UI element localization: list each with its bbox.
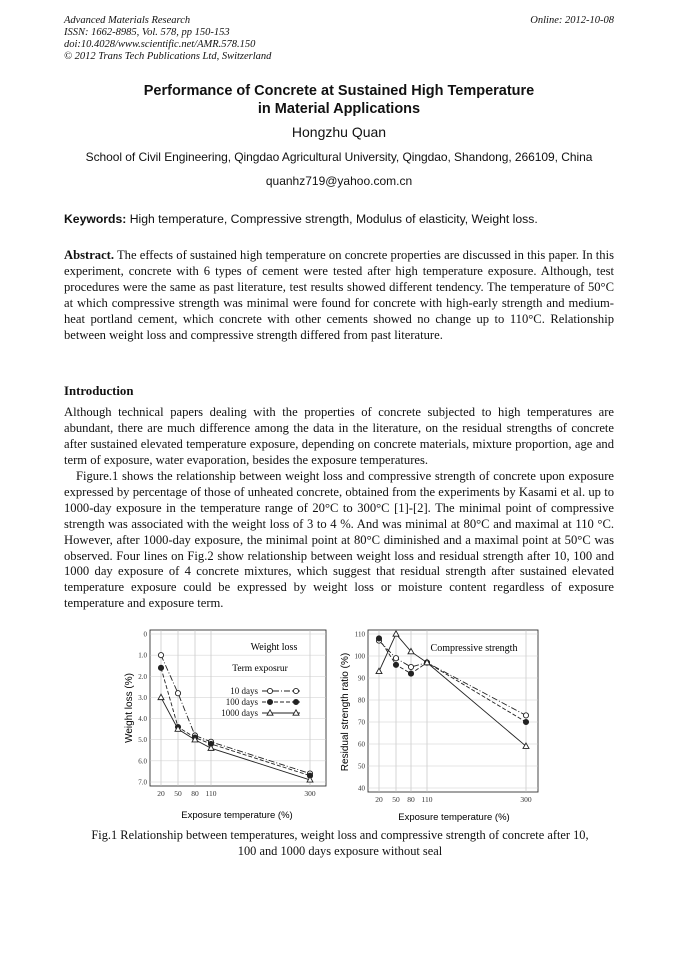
author-email: quanhz719@yahoo.com.cn [265, 174, 413, 188]
affiliation: School of Civil Engineering, Qingdao Agricultural University, Qingdao, Shandong, 266109, China [85, 150, 593, 164]
y-tick-label: 90 [358, 674, 365, 683]
weight-loss-chart [124, 630, 326, 821]
weight-loss-y-label: Weight loss (%) [124, 673, 135, 743]
series-line-100-days [161, 668, 310, 776]
y-tick-label: 2.0 [138, 672, 147, 681]
legend-marker [267, 699, 272, 704]
data-point-100-days [158, 665, 163, 670]
legend-marker [293, 699, 298, 704]
y-tick-label: 1.0 [138, 651, 147, 660]
data-point-1000-days [376, 668, 382, 673]
y-tick-label: 50 [358, 762, 365, 771]
figure-1-svg [100, 620, 580, 828]
compressive-y-label: Residual strength ratio (%) [340, 652, 351, 772]
intro-paragraph-1: Although technical papers dealing with the properties of concrete subjected to high temperatures are abundant, there are much difference among the data in the literature, on the residual strengths of concrete after sustained elevated temperature exposure, depending on concrete materials, mixture proportion, age and term of exposure, water evaporation, besides the exposure temperatures. [64, 405, 614, 467]
keywords-label: Keywords: [64, 212, 127, 226]
y-tick-label: 0 [143, 630, 147, 639]
author-name: Hongzhu Quan [291, 124, 387, 140]
y-tick-label: 7.0 [138, 778, 147, 787]
copyright-line: © 2012 Trans Tech Publications Ltd, Switzerland [64, 51, 272, 62]
data-point-10-days [523, 713, 528, 718]
figure-1 [100, 620, 580, 828]
x-tick-label: 50 [392, 795, 400, 804]
y-tick-label: 6.0 [138, 757, 147, 766]
y-tick-label: 5.0 [138, 736, 147, 745]
intro-heading: Introduction [64, 384, 134, 398]
x-tick-label: 80 [407, 795, 415, 804]
legend-label: 10 days [230, 686, 258, 696]
legend-title: Term exposrur [232, 664, 288, 674]
y-tick-label: 60 [358, 740, 365, 749]
data-point-1000-days [393, 631, 399, 636]
data-point-100-days [376, 636, 381, 641]
keywords-line [64, 212, 624, 226]
compressive-chart-title: Compressive strength [430, 643, 518, 654]
data-point-100-days [393, 662, 398, 667]
issn-line: ISSN: 1662-8985, Vol. 578, pp 150-153 [64, 27, 230, 38]
figure-caption-line2: 100 and 1000 days exposure without seal [237, 844, 443, 858]
keywords-text: High temperature, Compressive strength, Modulus of elasticity, Weight loss. [129, 212, 538, 226]
data-point-100-days [408, 671, 413, 676]
y-tick-label: 4.0 [138, 715, 147, 724]
abstract-paragraph [64, 248, 614, 343]
x-tick-label: 20 [157, 789, 165, 798]
x-tick-label: 300 [520, 795, 532, 804]
data-point-10-days [175, 691, 180, 696]
y-tick-label: 3.0 [138, 693, 147, 702]
abstract-label: Abstract. [64, 248, 115, 262]
legend-marker [293, 710, 299, 715]
x-tick-label: 20 [375, 795, 383, 804]
journal-name: Advanced Materials Research [64, 15, 191, 26]
data-point-10-days [393, 656, 398, 661]
data-point-100-days [523, 719, 528, 724]
legend-label: 1000 days [221, 708, 258, 718]
legend-marker [267, 710, 273, 715]
data-point-1000-days [158, 694, 164, 699]
figure-caption-line1: Fig.1 Relationship between temperatures, weight loss and compressive strength of concrete after 10, [91, 828, 589, 842]
y-tick-label: 70 [358, 718, 365, 727]
y-tick-label: 40 [358, 784, 365, 793]
y-tick-label: 80 [358, 696, 365, 705]
paper-title-line2: in Material Applications [257, 101, 421, 117]
data-point-10-days [408, 664, 413, 669]
x-tick-label: 50 [174, 789, 182, 798]
compressive-plot-frame [368, 630, 538, 792]
compressive-x-label: Exposure temperature (%) [398, 812, 510, 823]
y-tick-label: 100 [354, 652, 365, 661]
x-tick-label: 110 [205, 789, 217, 798]
legend-marker [267, 688, 272, 693]
paper-title-line1: Performance of Concrete at Sustained High Temperature [143, 83, 535, 99]
compressive-strength-chart [340, 630, 538, 823]
legend-label: 100 days [225, 697, 258, 707]
online-date: Online: 2012-10-08 [530, 15, 614, 26]
abstract-text: The effects of sustained high temperature on concrete properties are discussed in this paper. In this experiment, concrete with 6 types of cement were tested after high temperature exposure. Although, test procedures were the same as past literature, test results showed different tendency. The temperature of 50°C at which compressive strength was minimal were found for concrete with high-early strength and medium-heat portland cement, which concrete with other cements showed no change up to 110°C. Relationship between weight loss and compressive strength differed from past literature. [64, 248, 615, 342]
data-point-10-days [158, 653, 163, 658]
y-tick-label: 110 [354, 630, 365, 639]
legend-marker [293, 688, 298, 693]
intro-paragraph-2: Figure.1 shows the relationship between weight loss and compressive strength of concrete upon exposure expressed by percentage of those of unheated concrete, obtained from the experiments by Kasami et al. up to 1000-day exposure in the temperature range of 20°C to 300°C [1]-[2]. The minimal point of compressive strength was associated with the weight loss of 3 to 4 %. And was minimal at 80°C and maximal at 110 °C. However, after 1000-day exposure, the minimal point at 80°C diminished and a maximal point at 50°C was observed. Four lines on Fig.2 show relationship between weight loss and residual strength after 10, 100 and 1000 day exposure of 4 concrete mixtures, which suggest that residual strength after sustained elevated temperature exposure could be expressed by weight loss or moisture content regardless of exposure temperature and exposure term. [64, 469, 614, 611]
doi-line: doi:10.4028/www.scientific.net/AMR.578.150 [64, 39, 256, 50]
x-tick-label: 80 [191, 789, 199, 798]
weight-loss-x-label: Exposure temperature (%) [181, 810, 293, 821]
x-tick-label: 110 [421, 795, 433, 804]
x-tick-label: 300 [304, 789, 316, 798]
weight-loss-chart-title: Weight loss [250, 642, 298, 653]
